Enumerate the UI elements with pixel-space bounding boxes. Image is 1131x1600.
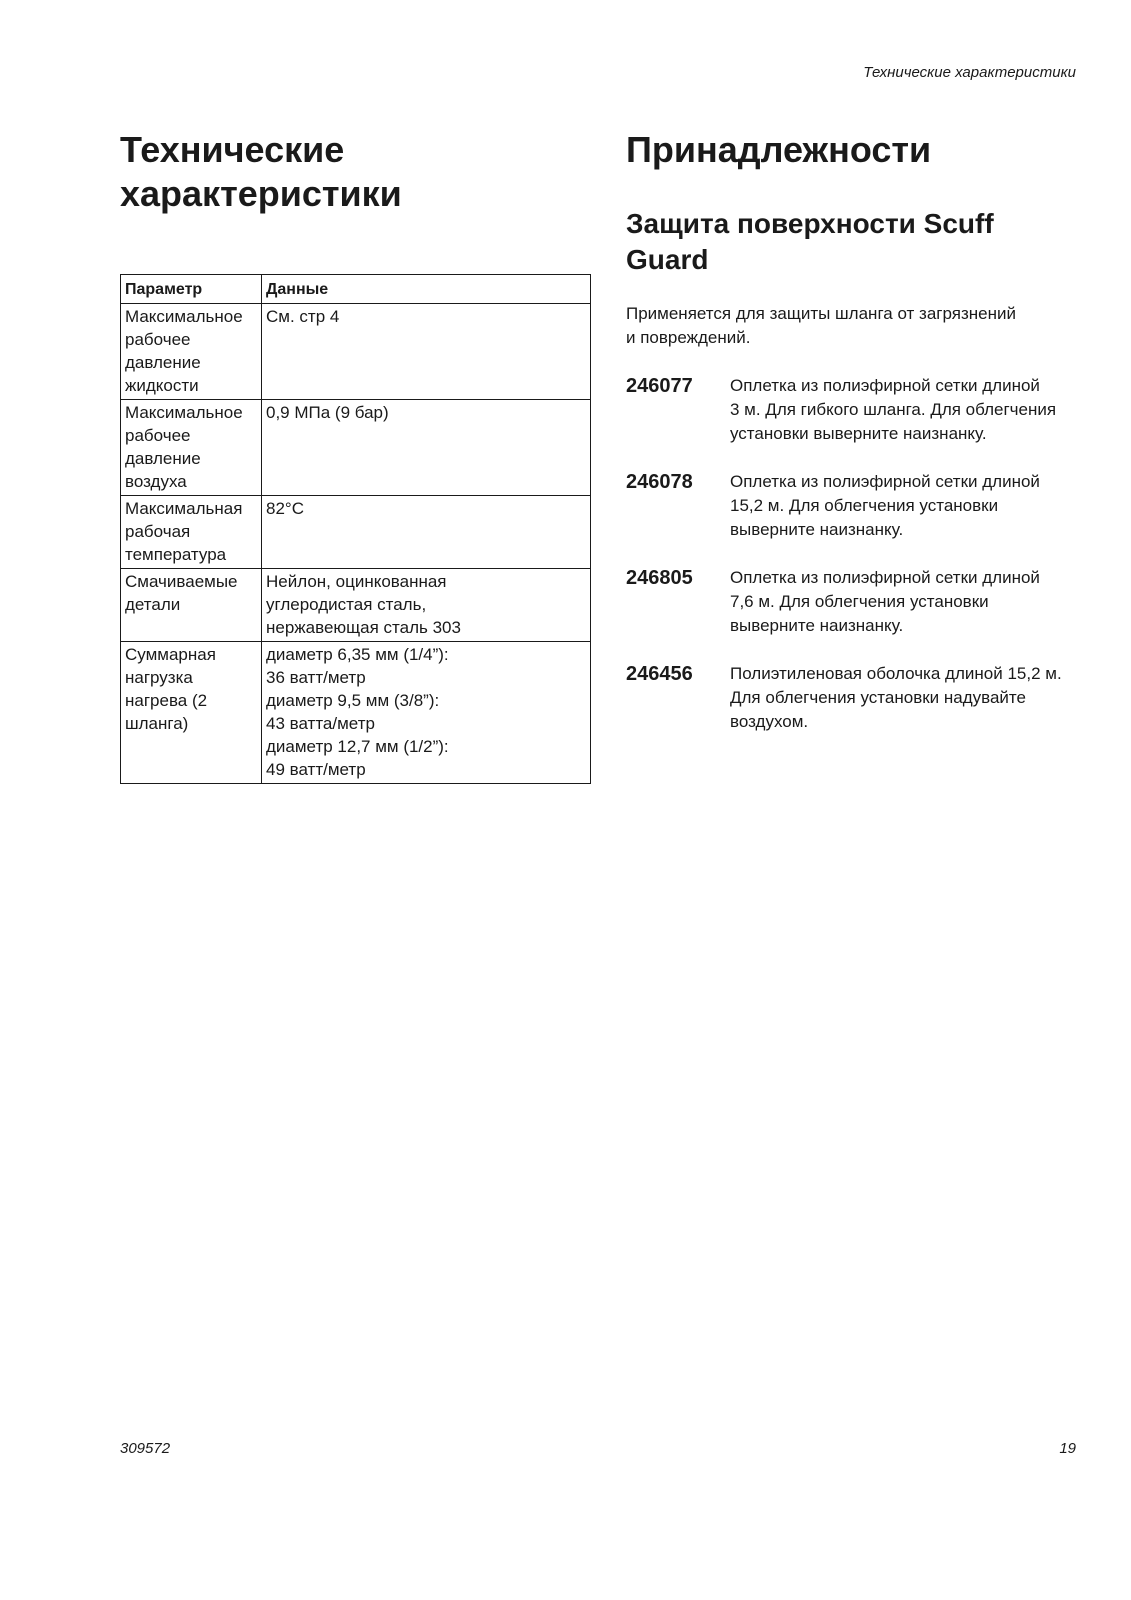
cell-text: Смачиваемые (125, 572, 238, 591)
column-header-data: Данные (262, 275, 591, 304)
accessories-section (626, 128, 1101, 734)
data-cell (262, 642, 591, 784)
description-line: выверните наизнанку. (730, 520, 904, 539)
part-number: 246805 (626, 567, 693, 589)
part-description (730, 566, 1040, 638)
cell-text: рабочее (125, 330, 191, 349)
column-header-parameter: Параметр (121, 275, 262, 304)
description-line: 3 м. Для гибкого шланга. Для облегчения (730, 400, 1057, 419)
cell-text: 0,9 МПа (9 бар) (266, 403, 389, 422)
specifications-table (120, 274, 591, 784)
cell-text: давление (125, 353, 201, 372)
data-cell (262, 569, 591, 642)
description-line: Полиэтиленовая оболочка длиной 15,2 м. (730, 664, 1062, 683)
specifications-title-line1: Технические (120, 129, 345, 170)
accessory-item (626, 374, 1101, 446)
cell-text: Нейлон, оцинкованная (266, 572, 447, 591)
part-description (730, 662, 1062, 734)
accessory-item (626, 470, 1101, 542)
description-line: Для облегчения установки надувайте (730, 688, 1026, 707)
cell-text: 82°C (266, 499, 304, 518)
intro-line: Применяется для защиты шланга от загрязнений (626, 304, 1016, 323)
part-number: 246078 (626, 471, 693, 493)
scuff-guard-subtitle (626, 206, 1101, 278)
cell-text: диаметр 6,35 мм (1/4”): (266, 645, 449, 664)
cell-text: рабочая (125, 522, 191, 541)
description-line: установки выверните наизнанку. (730, 424, 987, 443)
cell-text: воздуха (125, 472, 187, 491)
cell-text: 49 ватт/метр (266, 760, 366, 779)
cell-text: диаметр 9,5 мм (3/8”): (266, 691, 440, 710)
description-line: 7,6 м. Для облегчения установки (730, 592, 989, 611)
data-cell (262, 400, 591, 496)
cell-text: 36 ватт/метр (266, 668, 366, 687)
part-number: 246456 (626, 663, 693, 685)
description-line: Оплетка из полиэфирной сетки длиной (730, 568, 1040, 587)
part-number: 246077 (626, 375, 693, 397)
cell-text: углеродистая сталь, (266, 595, 427, 614)
cell-text: Максимальное (125, 403, 243, 422)
cell-text: жидкости (125, 376, 199, 395)
part-description (730, 470, 1040, 542)
parameter-cell (121, 304, 262, 400)
table-row (121, 496, 591, 569)
description-line: Оплетка из полиэфирной сетки длиной (730, 472, 1040, 491)
accessories-title: Принадлежности (626, 129, 932, 170)
specifications-title-line2: характеристики (120, 173, 402, 214)
table-row (121, 642, 591, 784)
parameter-cell (121, 569, 262, 642)
table-header-row (121, 275, 591, 304)
cell-text: Суммарная (125, 645, 216, 664)
description-line: воздухом. (730, 712, 809, 731)
cell-text: Максимальная (125, 499, 243, 518)
cell-text: 43 ватта/метр (266, 714, 375, 733)
cell-text: диаметр 12,7 мм (1/2”): (266, 737, 449, 756)
cell-text: Максимальное (125, 307, 243, 326)
footer-document-number: 309572 (120, 1440, 171, 1457)
table-row (121, 569, 591, 642)
cell-text: рабочее (125, 426, 191, 445)
description-line: выверните наизнанку. (730, 616, 904, 635)
accessory-item (626, 662, 1101, 734)
table-row (121, 304, 591, 400)
cell-text: давление (125, 449, 201, 468)
parameter-cell (121, 496, 262, 569)
cell-text: См. стр 4 (266, 307, 340, 326)
description-line: Оплетка из полиэфирной сетки длиной (730, 376, 1040, 395)
cell-text: шланга) (125, 714, 189, 733)
parameter-cell (121, 642, 262, 784)
intro-line: и повреждений. (626, 328, 751, 347)
data-cell (262, 496, 591, 569)
part-description (730, 374, 1056, 446)
parameter-cell (121, 400, 262, 496)
cell-text: нагрева (2 (125, 691, 208, 710)
specifications-section (120, 128, 590, 784)
scuff-guard-subtitle-line1: Защита поверхности Scuff (626, 208, 994, 239)
scuff-guard-subtitle-line2: Guard (626, 244, 709, 275)
footer-page-number: 19 (1059, 1440, 1076, 1457)
table-row (121, 400, 591, 496)
description-line: 15,2 м. Для облегчения установки (730, 496, 999, 515)
cell-text: температура (125, 545, 227, 564)
running-header: Технические характеристики (863, 64, 1076, 81)
cell-text: нержавеющая сталь 303 (266, 618, 461, 637)
specifications-title (120, 128, 590, 216)
accessory-item (626, 566, 1101, 638)
scuff-guard-intro (626, 302, 1101, 350)
data-cell (262, 304, 591, 400)
cell-text: нагрузка (125, 668, 193, 687)
cell-text: детали (125, 595, 181, 614)
